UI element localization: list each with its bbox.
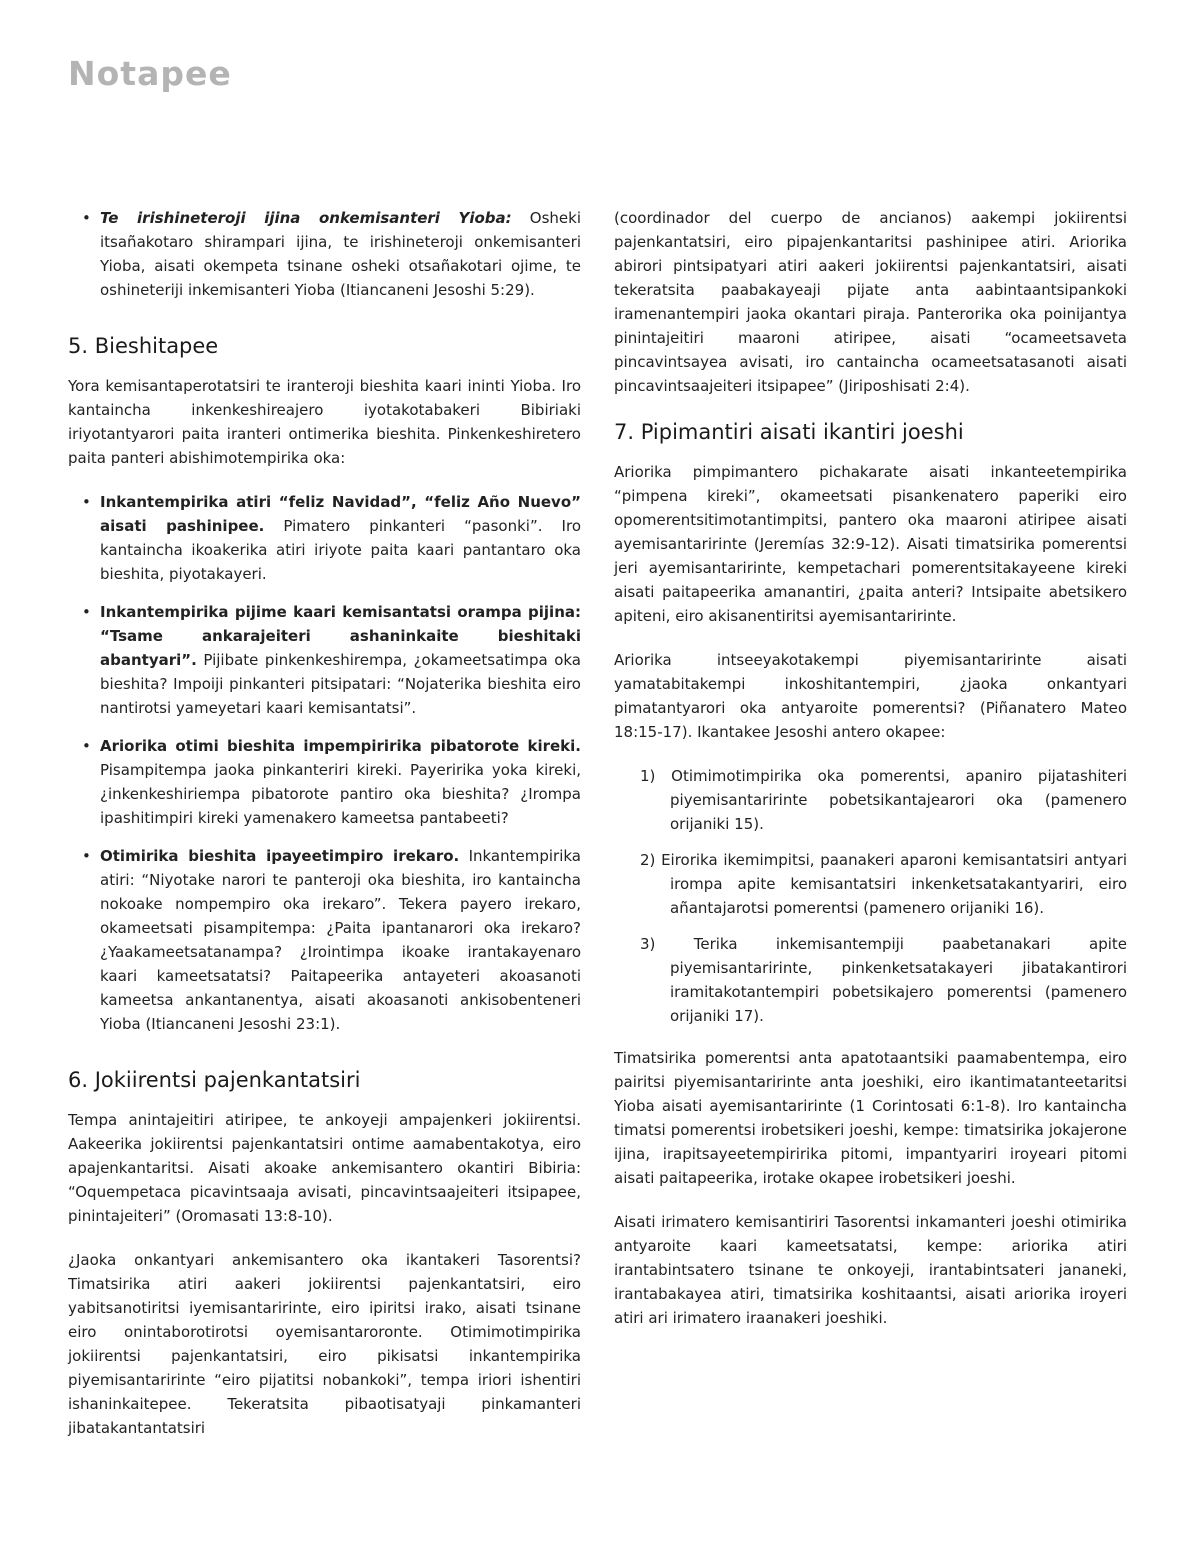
bullet-lead: Inkantempirika atiri “feliz Navidad”, “feliz Año Nuevo” aisati pashinipee. [100,493,581,535]
list-item [68,844,581,1036]
step-text: Otimimotimpirika oka pomerentsi, apaniro pijatashiteri piyemisantaririnte pobetsikantajearori oka (pamenero orijaniki 15). [670,767,1127,833]
list-item [68,734,581,830]
bullet-lead: Otimirika bieshita ipayeetimpiro irekaro. [100,847,460,865]
bullet-text: Osheki itsañakotaro shirampari ijina, te irishineteroji onkemisanteri Yioba, aisati okempeta tsinane osheki otsañakotari ojime, te oshineteriji inkemisanteri Yioba (Itiancaneni Jesoshi 5:29). [100,209,581,299]
list-item [68,490,581,586]
section7-paragraph-3: Timatsirika pomerentsi anta apatotaantsiki paamabentempa, eiro pairitsi piyemisantaririnte anta joeshiki, eiro ikantimatanteetaritsi Yioba aisati ayemisantaririnte (1 Corintosati 6:1-8). Iro kantaincha timatsi pomerentsi irobetsikeri joeshi, kempe: timatsirika jokajerone ijina, irapitsayeetempiririka pitomi, impantyariri iroyeari pitomi aisati paitapeerika, irotake okapee irobetsikeri joeshi. [614,1049,1127,1187]
section6-paragraph-1: Tempa anintajeitiri atiripee, te ankoyeji ampajenkeri jokiirentsi. Aakeerika jokiirentsi pajenkantatsiri ontime aamabentakotya, eiro apajenkantaritsi. Aisati akoake ankemisantero okantiri Bibiria: “Oquempetaca picavintsaaja avisati, pincavintsaajeiteri itsipapee, pinintajeiteri” (Oromasati 13:8-10). [68,1111,581,1225]
section5-bullet-list [68,490,581,1036]
section7-paragraph-2: Ariorika intseeyakotakempi piyemisantaririnte aisati yamatabitakempi inkoshitantempiri, ¿jaoka onkantyari pimatantyarori oka antyaroite pomerentsi? (Piñanatero Mateo 18:15-17). Ikantakee Jesoshi antero okapee: [614,651,1127,741]
step-text: Terika inkemisantempiji paabetanakari apite piyemisantaririnte, pinkenketsatakayeri jibatakantirori iramitakotantempiri pobetsikajero pomerentsi (pamenero orijaniki 17). [670,935,1127,1025]
list-item [628,932,1127,1028]
step-number: 2) [640,851,656,869]
section-heading-6: 6. Jokiirentsi pajenkantatsiri [68,1068,361,1092]
section7-paragraph-4: Aisati irimatero kemisantiriri Tasorentsi inkamanteri joeshi otimirika antyaroite kaari kameetsatatsi, kempe: ariorika atiri irantabintsatero tsinane te onkoyeji, irantabintsateri jananeki, irantabakayea atiri, timatsirika koshitaantsi, aisati ariorika iroyeri atiri ari irimatero iraanakeri joeshiki. [614,1213,1127,1327]
step-number: 3) [640,935,656,953]
bullet-lead: Te irishineteroji ijina onkemisanteri Yioba: [100,209,512,227]
section6-paragraph-2: ¿Jaoka onkantyari ankemisantero oka ikantakeri Tasorentsi? Timatsirika atiri aakeri jokiirentsi pajenkantatsiri, eiro yabitsanotiritsi iyemisantaririnte, eiro ipiritsi irako, aisati tsinane eiro onintaborotirotsi oyemisantaroronte. Otimimotimpirika jokiirentsi pajenkantatsiri, eiro pikisatsi inkantempirika piyemisantaririnte “eiro pijatitsi nobankoki”, tempa iriori ishentiri ishaninkaitepee. Tekeratsita pibaotisatyaji pinkamanteri jibatakantantatsiri [68,1251,581,1437]
list-item [68,600,581,720]
bullet-text: Pijibate pinkenkeshirempa, ¿okameetsatimpa oka bieshita? Impoiji pinkanteri pitsipatari: “Nojaterika bieshita eiro nantirotsi yameyetari kaari kemisantatsi”. [100,651,581,717]
section5-intro: Yora kemisantaperotatsiri te iranteroji bieshita kaari ininti Yioba. Iro kantaincha inkenkeshireajero iyotakotabakeri Bibiriaki iriyotantyarori paita iranteri ontimerika bieshita. Pinkenkeshiretero paita panteri abishimotempirika oka: [68,377,581,467]
section7-steps-list [614,764,1127,1028]
bullet-lead: Ariorika otimi bieshita impempiririka pibatorote kireki. [100,737,581,755]
bullet-lead: Inkantempirika pijime kaari kemisantatsi orampa pijina: “Tsame ankarajeiteri ashaninkaite bieshitaki abantyari”. [100,603,581,669]
section7-paragraph-1: Ariorika pimpimantero pichakarate aisati inkanteetempirika “pimpena kireki”, okameetsati pisankenatero paperiki eiro opomerentsitimotantimpitsi, pantero oka maaroni atiripee aisati ayemisantaririnte (Jeremías 32:9-12). Aisati timatsirika pomerentsi jeri ayemisantaririnte, kempetachari pomerentsitakayeene kireki aisati paitapeerika amanantiri, ¿paita anteri? Intsipaite abetsikero apiteni, eiro akisanentiritsi ayemisantaririnte. [614,463,1127,625]
list-item [628,848,1127,920]
list-item [68,206,581,302]
step-text: Eirorika ikemimpitsi, paanakeri aparoni kemisantatsiri antyari irompa apite kemisantatsiri inkenketsatakantyariri, eiro añantajarotsi pomerentsi (pamenero orijaniki 16). [661,851,1127,917]
section-heading-5: 5. Bieshitapee [68,334,219,358]
bullet-text: Inkantempirika atiri: “Niyotake narori te panteroji oka bieshita, iro kantaincha nokoake nompempiro oka irekaro”. Tekera payero irekaro, okameetsati pisampitempa: ¿Paita ipantanarori oka irekaro? ¿Yaakameetsatanampa? ¿Irointimpa ikoake irantakayenaro kaari kameetsatatsi? Paitapeerika antayeteri akoasanoti kameetsa ankantanentya, aisati akoasanoti ankisobenteneri Yioba (Itiancaneni Jesoshi 23:1). [100,847,581,1033]
left-column [68,206,581,1460]
page-header-title: Notapee [68,54,232,93]
step-number: 1) [640,767,656,785]
intro-bullet-list [68,206,581,302]
bullet-text: Pisampitempa jaoka pinkanteriri kireki. Payeririka yoka kireki, ¿inkenkeshiriempa pibatorote pantiro oka bieshita? ¿Irompa ipashitimpiri kireki yamenakero kameetsa pantabeeti? [100,761,581,827]
section6-continuation: (coordinador del cuerpo de ancianos) aakempi jokiirentsi pajenkantatsiri, eiro pipajenkantaritsi pashinipee atiri. Ariorika abirori pintsipatyari atiri aakeri jokiirentsi pajenkantatsiri, aisati tekeratsita paabakayeaji pijate anta aabintaantsipankoki iramenantempiri jaoka okantari piraja. Panterorika oka poinijantya pinintajeitiri maaroni atiripee, aisati “ocameetsaveta pincavintsayea avisati, iro cantaincha ocameetsatasanoti aisati pincavintsaajeiteri itsipapee” (Jiriposhisati 2:4). [614,209,1127,395]
bullet-text: Pimatero pinkanteri “pasonki”. Iro kantaincha ikoakerika atiri iriyote paita kaari pantantaro oka bieshita, piyotakayeri. [100,517,581,583]
section-heading-7: 7. Pipimantiri aisati ikantiri joeshi [614,420,964,444]
right-column [614,206,1127,1350]
list-item [628,764,1127,836]
